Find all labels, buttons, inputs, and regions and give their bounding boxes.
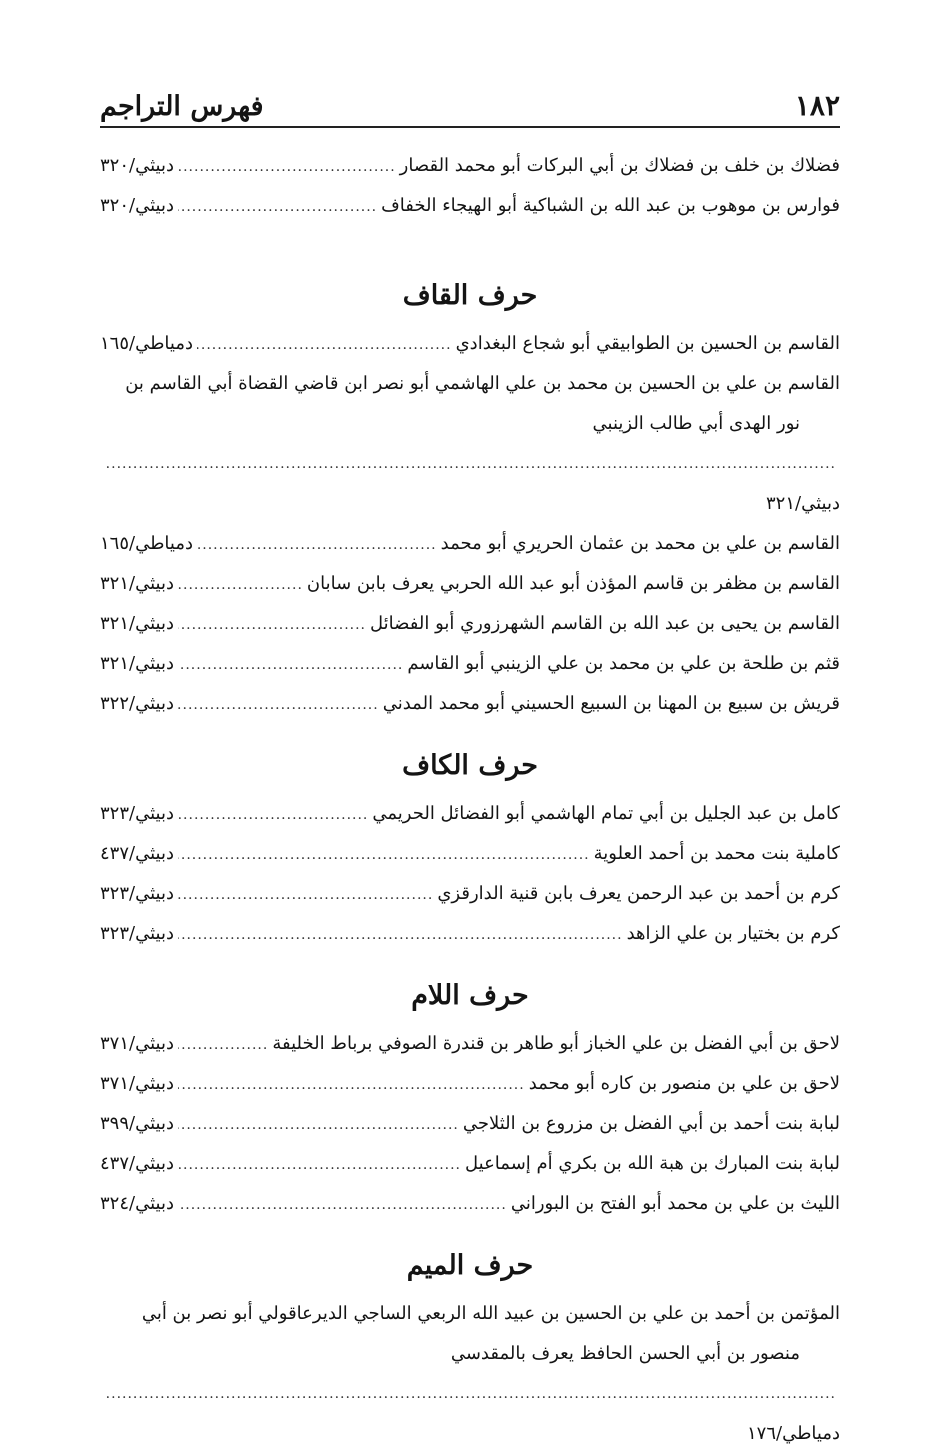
leader-dots: [178, 1065, 525, 1105]
entry-name: قثم بن طلحة بن علي بن محمد بن علي الزينبي أبو القاسم: [407, 653, 840, 674]
entry-ref: دمياطي/١٦٥: [100, 333, 193, 354]
leader-dots: [178, 915, 623, 955]
entry-ref: دبيثي/٣٢١: [100, 573, 174, 594]
entry-ref: دبيثي/٣٢٣: [100, 883, 174, 904]
list-item: [100, 684, 840, 724]
entry-ref: دبيثي/٣٢١: [766, 493, 840, 514]
entry-name: القاسم بن علي بن محمد بن عثمان الحريري أبو محمد: [440, 533, 840, 554]
entry-ref: دبيثي/٣٢٢: [100, 693, 174, 714]
list-item: [100, 834, 840, 874]
entry-ref: دبيثي/٣٢٣: [100, 803, 174, 824]
entry-name: لبابة بنت أحمد بن أبي الفضل بن مزروع بن الثلاجي: [462, 1113, 840, 1134]
leader-dots: [178, 835, 590, 875]
header-rule: [100, 126, 840, 128]
list-item: [100, 186, 840, 226]
entry-name: المؤتمن بن أحمد بن علي بن الحسين بن عبيد الله الربعي الساجي الديرعاقولي أبو نصر بن أبي: [141, 1303, 840, 1324]
leader-dots: [104, 444, 836, 484]
index-page: [100, 78, 840, 1454]
entry-ref: دبيثي/٣٩٩: [100, 1113, 174, 1134]
page-number: ١٨٢: [794, 89, 840, 122]
entry-name: القاسم بن يحيى بن عبد الله بن القاسم الشهرزوري أبو الفضائل: [370, 613, 840, 634]
entry-ref: دبيثي/٣٧١: [100, 1033, 174, 1054]
list-item: [100, 794, 840, 834]
leader-dots: [178, 147, 396, 187]
entry-name: كامل بن عبد الجليل بن أبي تمام الهاشمي أبو الفضائل الحريمي: [372, 803, 840, 824]
entry-ref: دبيثي/٣٢١: [100, 653, 174, 674]
entry-name: لبابة بنت المبارك بن هبة الله بن بكري أم إسماعيل: [465, 1153, 840, 1174]
entry-ref: دبيثي/٣٢٤: [100, 1193, 174, 1214]
leader-dots: [178, 1145, 461, 1185]
list-item: [100, 874, 840, 914]
list-item: [100, 324, 840, 364]
leader-dots: [178, 187, 377, 227]
leader-dots: [178, 605, 366, 645]
list-item: [100, 644, 840, 684]
entry-name: قريش بن سبيع بن المهنا بن السبيع الحسيني أبو محمد المدني: [382, 693, 840, 714]
list-item: [100, 604, 840, 644]
leader-dots: [197, 325, 452, 365]
entry-name: الليث بن علي بن محمد أبو الفتح بن البوراني: [510, 1193, 840, 1214]
entry-ref: دمياطي/١٧٦: [747, 1423, 840, 1444]
leader-dots: [197, 525, 437, 565]
list-item: [100, 1024, 840, 1064]
list-item: [100, 1144, 840, 1184]
list-item: [100, 364, 840, 524]
entry-ref: دبيثي/٣٧١: [100, 1073, 174, 1094]
entry-ref: دبيثي/٣٢١: [100, 613, 174, 634]
section-heading-qaf: حرف القاف: [402, 280, 538, 311]
leader-dots: [178, 645, 403, 685]
entry-name: لاحق بن أبي الفضل بن علي الخباز أبو طاهر بن قندرة الصوفي برباط الخليفة: [272, 1033, 840, 1054]
page-header: [100, 78, 840, 122]
list-item: [100, 914, 840, 954]
entry-ref: دمياطي/١٦٥: [100, 533, 193, 554]
leader-dots: [178, 565, 303, 605]
leader-dots: [178, 795, 368, 835]
entry-ref: دبيثي/٣٢٠: [100, 155, 174, 176]
list-item: [100, 1064, 840, 1104]
leader-dots: [178, 1105, 459, 1145]
section-heading-lam: حرف اللام: [411, 980, 529, 1011]
entry-name: فوارس بن موهوب بن عبد الله بن الشباكية أبو الهيجاء الخفاف: [381, 195, 840, 216]
entry-name: القاسم بن الحسين بن الطوابيقي أبو شجاع البغدادي: [455, 333, 840, 354]
top-entries: [100, 146, 840, 226]
entry-ref: دبيثي/٤٣٧: [100, 1153, 174, 1174]
entry-name: كاملية بنت محمد بن أحمد العلوية: [593, 843, 840, 864]
entry-name: كرم بن أحمد بن عبد الرحمن يعرف بابن قنية الدارقزي: [437, 883, 840, 904]
list-item: [100, 524, 840, 564]
entry-ref: دبيثي/٣٢٣: [100, 923, 174, 944]
section-heading-kaf: حرف الكاف: [402, 750, 538, 781]
section-heading-mim: حرف الميم: [406, 1250, 534, 1281]
leader-dots: [178, 1185, 507, 1225]
list-item: [100, 146, 840, 186]
entry-name: فضلاك بن خلف بن فضلاك بن أبي البركات أبو محمد القصار: [399, 155, 840, 176]
entry-name: القاسم بن علي بن الحسين بن محمد بن علي الهاشمي أبو نصر ابن قاضي القضاة أبي القاسم بن: [125, 373, 840, 394]
page-title: فهرس التراجم: [100, 91, 264, 122]
entry-name-continued: منصور بن أبي الحسن الحافظ يعرف بالمقدسي: [450, 1343, 800, 1364]
entry-name: القاسم بن مظفر بن قاسم المؤذن أبو عبد الله الحربي يعرف بابن سابان: [306, 573, 840, 594]
entry-ref: دبيثي/٣٢٠: [100, 195, 174, 216]
leader-dots: [104, 1374, 836, 1414]
entry-name-continued: نور الهدى أبي طالب الزينبي: [592, 413, 800, 434]
list-item: [100, 1294, 840, 1454]
list-item: [100, 1184, 840, 1224]
list-item: [100, 564, 840, 604]
entry-name: كرم بن بختيار بن علي الزاهد: [626, 923, 840, 944]
leader-dots: [178, 875, 433, 915]
list-item: [100, 1104, 840, 1144]
leader-dots: [178, 685, 379, 725]
leader-dots: [178, 1025, 268, 1065]
entry-name: لاحق بن علي بن منصور بن كاره أبو محمد: [528, 1073, 840, 1094]
entry-ref: دبيثي/٤٣٧: [100, 843, 174, 864]
